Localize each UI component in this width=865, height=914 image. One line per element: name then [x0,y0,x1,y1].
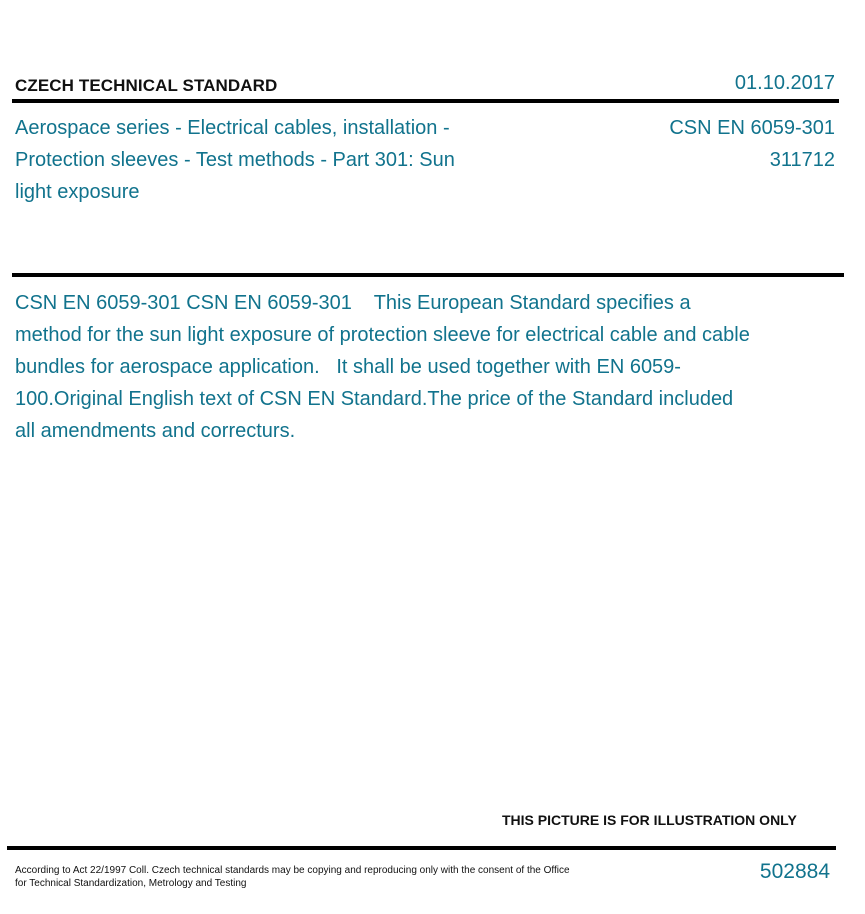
legal-notice-line-1: According to Act 22/1997 Coll. Czech technical standards may be copying and reproducing only with the consent of the Office [15,865,570,876]
standard-title: Aerospace series - Electrical cables, installation - Protection sleeves - Test methods - Part 301: Sun light exposure [15,117,455,203]
publication-date: 01.10.2017 [734,72,835,94]
standard-code: CSN EN 6059-301 [669,117,835,139]
standard-identifiers [669,112,835,176]
document-number: 502884 [759,860,830,883]
section-divider [12,273,844,277]
illustration-note: THIS PICTURE IS FOR ILLUSTRATION ONLY [502,812,797,828]
standard-class-number: 311712 [769,149,835,171]
document-category-label: CZECH TECHNICAL STANDARD [15,76,278,95]
footer-divider [7,846,836,850]
header-divider [12,99,839,103]
standard-abstract: CSN EN 6059-301 CSN EN 6059-301 This European Standard specifies a method for the sun light exposure of protection sleeve for electrical cable and cable bundles for aerospace application. It shall be used together with EN 6059-100.Original English text of CSN EN Standard.The price of the Standard included all amendments and correcturs. [15,292,756,442]
legal-notice-line-2: for Technical Standardization, Metrology and Testing [15,878,247,889]
legal-notice [15,864,585,890]
